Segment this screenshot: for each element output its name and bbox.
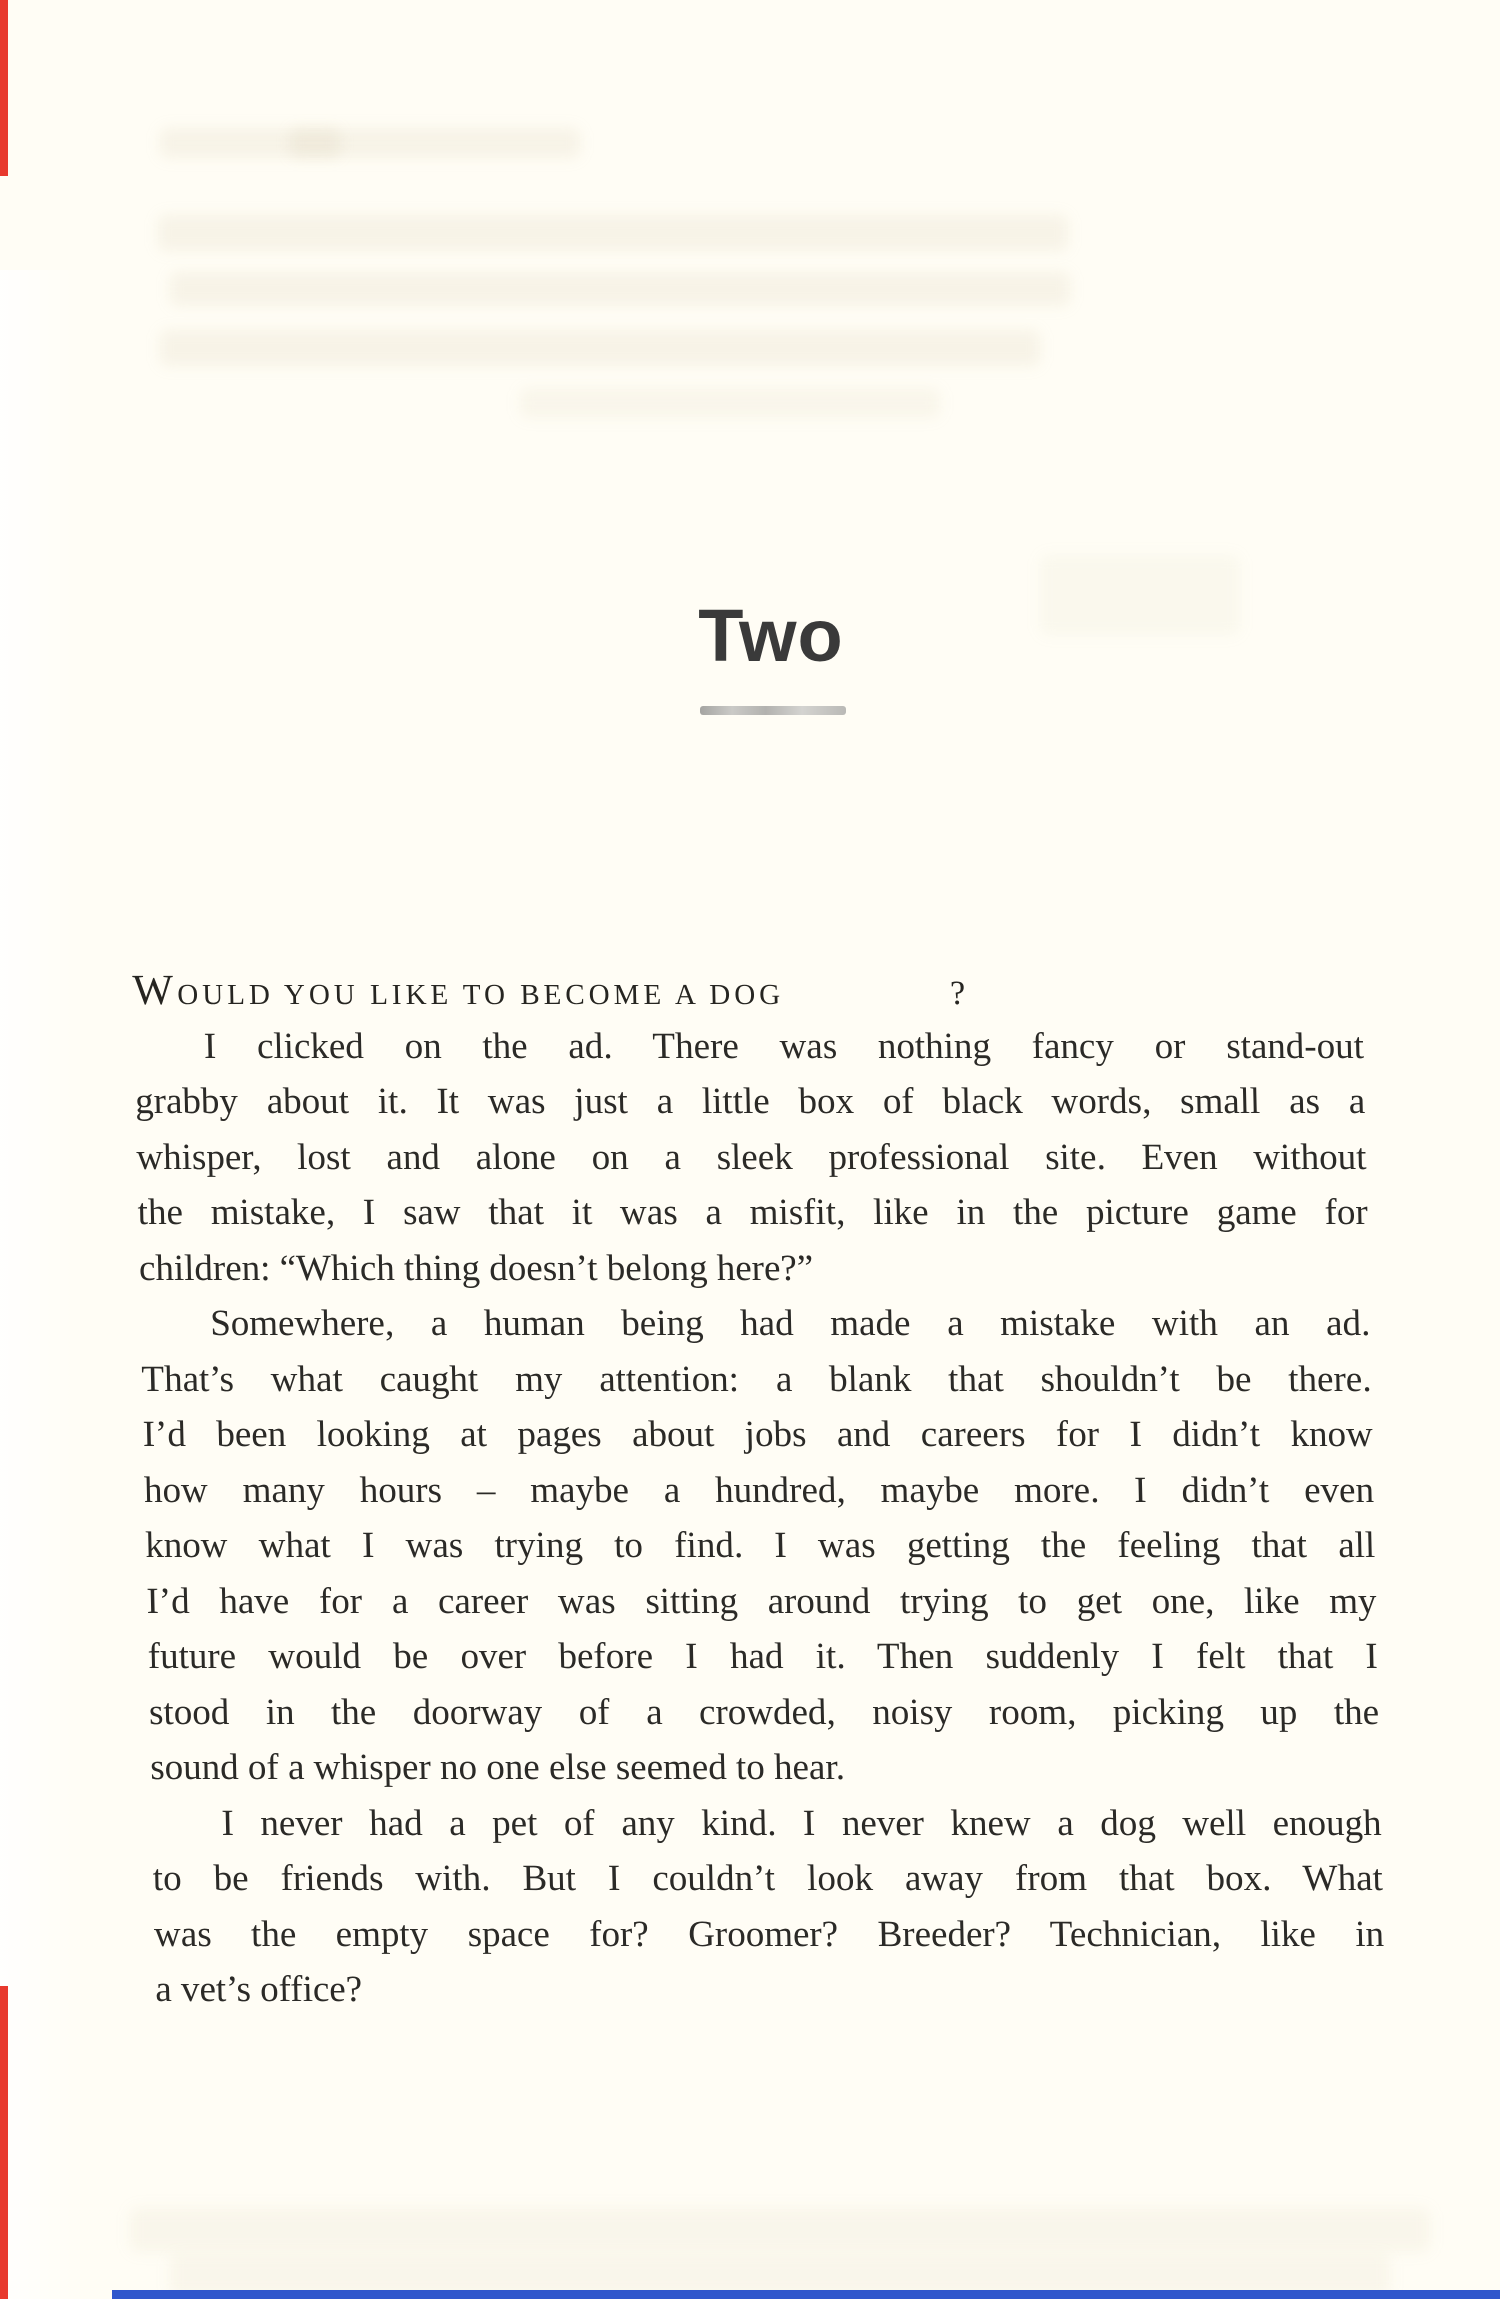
body-line: I clicked on the ad. There was nothing fancy or stand-out xyxy=(203,1025,1365,1067)
body-line: I never had a pet of any kind. I never knew a dog well enough xyxy=(221,1802,1382,1844)
question-mark: ? xyxy=(949,975,966,1012)
chapter-title: Two xyxy=(698,594,844,677)
body-line: to be friends with. But I couldn’t look away from that box. What xyxy=(152,1858,1384,1899)
body-line: a vet’s office? xyxy=(154,1969,363,2010)
body-line: know what I was trying to find. I was getting the feeling that all xyxy=(144,1525,1376,1566)
body-line: future would be over before I had it. Then suddenly I felt that I xyxy=(147,1636,1379,1677)
body-line: how many hours – maybe a hundred, maybe more. I didn’t even xyxy=(143,1469,1375,1511)
body-line: sound of a whisper no one else seemed to hear. xyxy=(149,1747,846,1788)
chapter-ornament-rule xyxy=(700,706,846,715)
book-spine-edge-top xyxy=(0,0,8,176)
body-line: I’d have for a career was sitting around trying to get one, like my xyxy=(146,1580,1377,1622)
bleedthrough-ghost xyxy=(160,330,1040,366)
page-edge-highlight xyxy=(0,270,85,2299)
bleedthrough-ghost xyxy=(160,128,340,158)
bleedthrough-ghost xyxy=(158,215,1068,251)
opening-smallcaps-text: WOULD YOU LIKE TO BECOME A DOG xyxy=(132,967,785,1014)
body-line: Somewhere, a human being had made a mistake with an ad. xyxy=(209,1303,1371,1344)
book-spine-edge-bottom xyxy=(0,1986,8,2299)
bleedthrough-ghost xyxy=(130,2208,1430,2252)
book-cover-edge-bottom xyxy=(112,2290,1500,2299)
body-line: whisper, lost and alone on a sleek professional site. Even without xyxy=(135,1136,1367,1178)
body-line: was the empty space for? Groomer? Breeder? Technician, like in xyxy=(153,1913,1385,1955)
body-line: That’s what caught my attention: a blank that shouldn’t be there. xyxy=(140,1358,1372,1400)
body-line: stood in the doorway of a crowded, noisy room, picking up the xyxy=(148,1691,1380,1733)
bleedthrough-ghost xyxy=(290,128,580,158)
body-text xyxy=(132,963,1386,2018)
bleedthrough-ghost xyxy=(170,2255,1390,2295)
body-line: I’d been looking at pages about jobs and careers for I didn’t know xyxy=(142,1414,1374,1455)
bleedthrough-ghost xyxy=(520,388,940,418)
bleedthrough-ghost xyxy=(170,272,1070,306)
body-line: grabby about it. It was just a little box of black words, small as a xyxy=(134,1081,1366,1122)
opening-line xyxy=(132,963,1363,1019)
body-line: the mistake, I saw that it was a misfit, like in the picture game for xyxy=(137,1192,1369,1233)
body-line: children: “Which thing doesn’t belong here?” xyxy=(138,1247,814,1289)
